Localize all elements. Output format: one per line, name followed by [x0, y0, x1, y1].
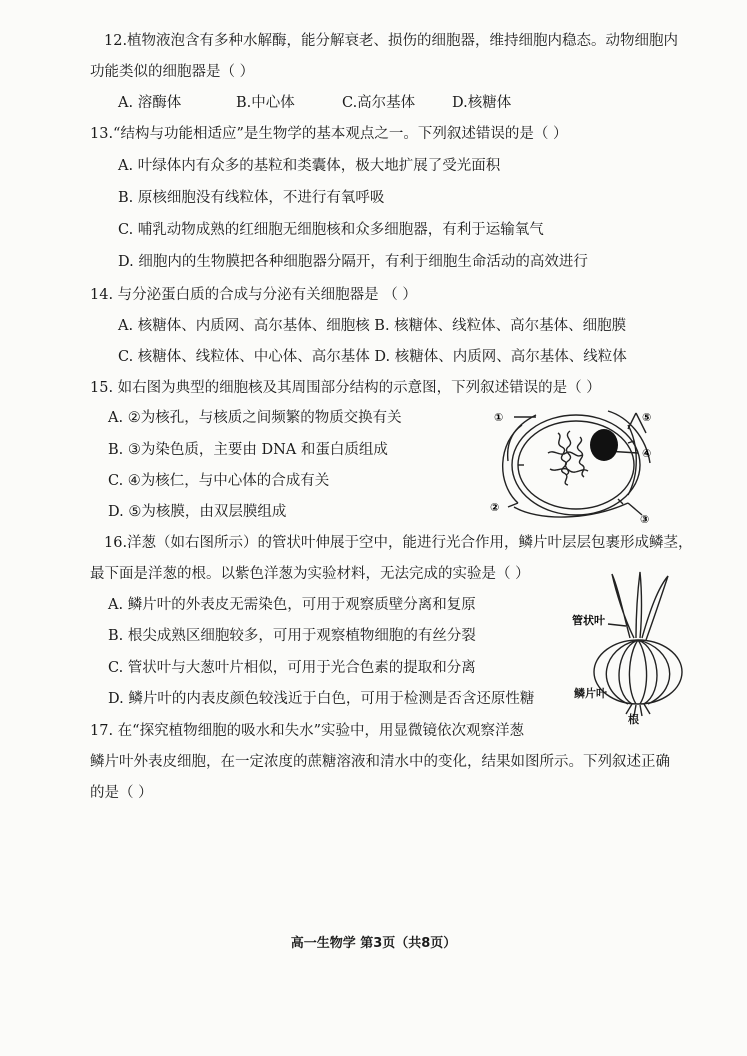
q14-stem: 14. 与分泌蛋白质的合成与分泌有关细胞器是 （ ）	[90, 287, 417, 303]
q15-option-a: A. ②为核孔，与核质之间频繁的物质交换有关	[108, 410, 402, 426]
onion-label-root: 根	[628, 713, 639, 726]
q17-stem-line3: 的是（ ）	[90, 785, 153, 801]
page-footer: 高一生物学 第3页（共8页）	[290, 936, 457, 951]
q15-stem: 15. 如右图为典型的细胞核及其周围部分结构的示意图，下列叙述错误的是（ ）	[90, 380, 601, 396]
onion-label-tube-leaf: 管状叶	[572, 614, 605, 627]
q13-option-b: B. 原核细胞没有线粒体，不进行有氧呼吸	[118, 190, 385, 206]
q15-option-b: B. ③为染色质，主要由 DNA 和蛋白质组成	[108, 442, 388, 458]
nucleus-label-3: ③	[640, 513, 650, 525]
nucleus-diagram	[478, 403, 664, 525]
q16-option-c: C. 管状叶与大葱叶片相似，可用于光合色素的提取和分离	[108, 660, 476, 676]
q14-options-ab: A. 核糖体、内质网、高尔基体、细胞核 B. 核糖体、线粒体、高尔基体、细胞膜	[118, 318, 627, 334]
q13-option-d: D. 细胞内的生物膜把各种细胞器分隔开，有利于细胞生命活动的高效进行	[118, 254, 588, 270]
nucleus-label-4: ④	[642, 447, 652, 460]
q16-stem-line1: 16.洋葱（如右图所示）的管状叶伸展于空中，能进行光合作用，鳞片叶层层包裹形成鳞茎，	[104, 535, 693, 551]
q15-option-c: C. ④为核仁，与中心体的合成有关	[108, 473, 330, 489]
q17-stem-line2: 鳞片叶外表皮细胞，在一定浓度的蔗糖溶液和清水中的变化，结果如图所示。下列叙述正确	[90, 754, 670, 770]
q16-stem-line2: 最下面是洋葱的根。以紫色洋葱为实验材料，无法完成的实验是（ ）	[90, 566, 530, 582]
nucleus-label-1: ①	[494, 411, 504, 424]
q12-option-a: A. 溶酶体	[118, 95, 182, 111]
q15-option-d: D. ⑤为核膜，由双层膜组成	[108, 504, 287, 520]
q16-option-d: D. 鳞片叶的内表皮颜色较浅近于白色，可用于检测是否含还原性糖	[108, 691, 535, 707]
q12-stem-line2: 功能类似的细胞器是（ ）	[90, 64, 255, 80]
nucleus-label-5: ⑤	[642, 411, 652, 424]
onion-label-scale-leaf: 鳞片叶	[574, 687, 607, 700]
q12-stem-line1: 12.植物液泡含有多种水解酶，能分解衰老、损伤的细胞器，维持细胞内稳态。动物细胞内	[104, 33, 679, 49]
q16-option-a: A. 鳞片叶的外表皮无需染色，可用于观察质壁分离和复原	[108, 597, 476, 613]
q16-option-b: B. 根尖成熟区细胞较多，可用于观察植物细胞的有丝分裂	[108, 628, 476, 644]
nucleus-label-2: ②	[490, 501, 500, 514]
q17-stem-line1: 17. 在“探究植物细胞的吸水和失水”实验中，用显微镜依次观察洋葱	[90, 723, 524, 739]
q13-stem: 13.“结构与功能相适应”是生物学的基本观点之一。下列叙述错误的是（ ）	[90, 126, 568, 142]
q12-option-c: C.高尔基体	[342, 95, 416, 111]
q12-option-b: B.中心体	[236, 95, 295, 111]
q12-option-d: D.核糖体	[452, 95, 512, 111]
onion-diagram	[572, 568, 692, 728]
q13-option-c: C. 哺乳动物成熟的红细胞无细胞核和众多细胞器，有利于运输氧气	[118, 222, 544, 238]
q14-options-cd: C. 核糖体、线粒体、中心体、高尔基体 D. 核糖体、内质网、高尔基体、线粒体	[118, 349, 627, 365]
q13-option-a: A. 叶绿体内有众多的基粒和类囊体，极大地扩展了受光面积	[118, 158, 501, 174]
